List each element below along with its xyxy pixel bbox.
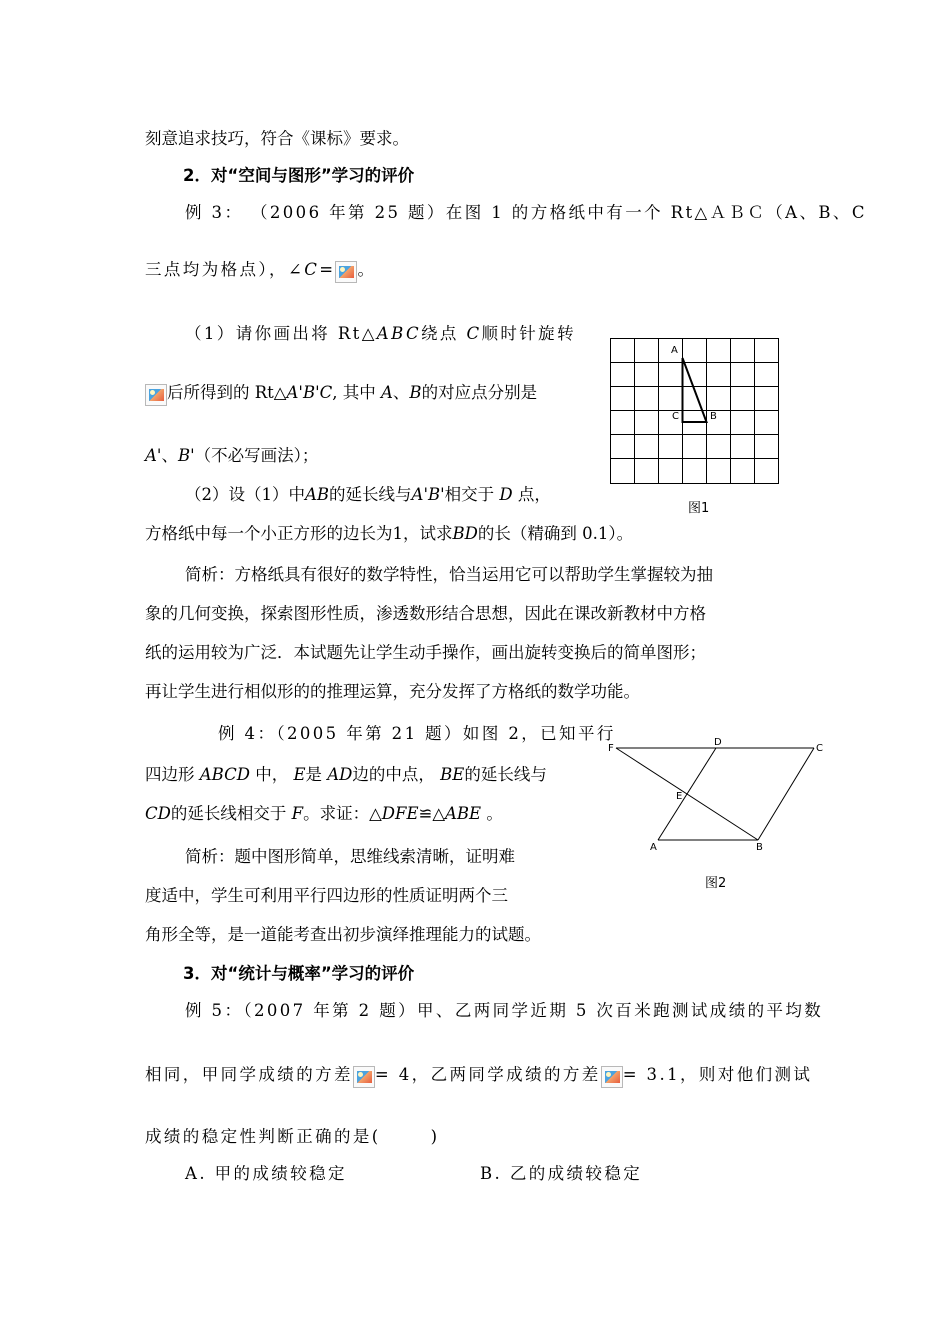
text: 的延长线与 [464, 765, 547, 784]
text: F [291, 804, 304, 823]
formula-image-icon [145, 384, 167, 406]
text: = 3.1，则对他们测试 [622, 1065, 813, 1084]
text: 方格纸中每一个小正方形的边长为1，试求 [145, 524, 453, 543]
text: E [293, 765, 306, 784]
example-3-line-2 [145, 258, 376, 283]
text: 、 [392, 383, 410, 402]
text: ABC [376, 324, 421, 343]
point-label-a: A [671, 345, 678, 356]
analysis-line: 纸的运用较为广泛．本试题先让学生动手操作，画出旋转变换后的简单图形； [145, 643, 706, 662]
point-label-c: C [816, 743, 823, 754]
option-b: B. 乙的成绩较稳定 [480, 1164, 643, 1183]
text: （2）设（1）中 [185, 485, 305, 504]
text: 中， [255, 765, 289, 784]
point-label-f: F [608, 743, 614, 754]
section-heading: 3．对“统计与概率”学习的评价 [183, 964, 415, 983]
text: 相同，甲同学成绩的方差 [145, 1065, 353, 1084]
text: B [409, 383, 422, 402]
example-3-part-1-line-3 [145, 444, 318, 468]
text: 三点均为格点），∠ [145, 260, 305, 279]
text: D [499, 485, 513, 504]
text: = 4，乙两同学成绩的方差 [374, 1065, 601, 1084]
text: 的对应点分别是 [421, 383, 538, 402]
section-heading: 2．对“空间与图形”学习的评价 [183, 166, 415, 185]
text: CD [145, 804, 171, 823]
figure-2-caption: 图2 [705, 876, 727, 891]
text: AD [327, 765, 353, 784]
text: C [304, 260, 320, 279]
formula-image-icon [353, 1066, 375, 1088]
text: 边的中点， [352, 765, 435, 784]
figure-1-grid [608, 336, 783, 496]
example-5-line-1: 例 5：（2007 年第 2 题）甲、乙两同学近期 5 次百米跑测试成绩的平均数 [185, 1001, 824, 1020]
text: 绕点 [420, 324, 459, 343]
text: （不必写画法）； [194, 446, 319, 465]
point-label-b: B [710, 411, 717, 422]
example-4-line-2 [145, 763, 547, 787]
text: 点， [512, 485, 551, 504]
analysis-line: 角形全等，是一道能考查出初步演绎推理能力的试题。 [145, 925, 541, 944]
text: , 其中 [332, 383, 376, 402]
point-label-a: A [650, 842, 657, 853]
text: 的延长线相交于 [170, 804, 287, 823]
example-4-line-1: 例 4：（2005 年第 21 题）如图 2，已知平行 [218, 724, 616, 743]
example-5-line-3 [145, 1125, 439, 1149]
text: B' [177, 446, 195, 465]
option-a: A. 甲的成绩较稳定 [185, 1164, 347, 1183]
figure-2-parallelogram [604, 734, 830, 854]
text: ABCD [199, 765, 250, 784]
text: AB [305, 485, 330, 504]
point-label-b: B [756, 842, 763, 853]
analysis-line: 度适中，学生可利用平行四边形的性质证明两个三 [145, 886, 508, 905]
text: BD [452, 524, 478, 543]
text: 四边形 [145, 765, 195, 784]
example-5-line-2 [145, 1063, 812, 1088]
text: 是 [305, 765, 322, 784]
text: 。求证：△ [303, 804, 382, 823]
text: A'B'C [286, 383, 333, 402]
text: 顺时针旋转 [481, 324, 576, 343]
example-3-part-2-line-1 [185, 483, 551, 507]
text: 、 [161, 446, 178, 465]
text: （1）请你画出将 Rt△ [185, 324, 377, 343]
text: C [466, 324, 482, 343]
text: 的长（精确到 0.1）。 [477, 524, 634, 543]
text: 。 [357, 260, 377, 279]
text: DFE [381, 804, 419, 823]
formula-image-icon [601, 1066, 623, 1088]
text: BE [440, 765, 465, 784]
text: 成绩的稳定性判断正确的是( [145, 1127, 381, 1146]
text: 相交于 [444, 485, 495, 504]
point-label-d: D [714, 737, 722, 748]
formula-image-icon [335, 261, 357, 283]
figure-1-caption: 图1 [688, 501, 710, 516]
text: ABE [445, 804, 482, 823]
analysis-line: 简析：方格纸具有很好的数学特性，恰当运用它可以帮助学生掌握较为抽 [185, 565, 713, 584]
text: ≌△ [418, 804, 446, 823]
text: = [319, 260, 336, 279]
point-label-c: C [672, 411, 679, 422]
example-4-line-3 [145, 802, 503, 826]
example-3-line-1: 例 3： （2006 年第 25 题）在图 1 的方格纸中有一个 Rt△ＡＢＣ（A、B、C [185, 203, 867, 222]
analysis-line: 象的几何变换，探索图形性质，渗透数形结合思想，因此在课改新教材中方格 [145, 604, 706, 623]
example-3-part-1-line-1 [185, 322, 576, 346]
text: A'B' [411, 485, 445, 504]
text: 的延长线与 [329, 485, 412, 504]
analysis-line: 简析：题中图形简单，思维线索清晰，证明难 [185, 847, 515, 866]
example-3-part-1-line-2 [145, 381, 537, 406]
example-3-part-2-line-2 [145, 522, 633, 546]
text: A' [145, 446, 162, 465]
point-label-e: E [676, 791, 683, 802]
text: ) [430, 1127, 440, 1146]
analysis-line: 再让学生进行相似形的的推理运算，充分发挥了方格纸的数学功能。 [145, 682, 640, 701]
paragraph-line: 刻意追求技巧，符合《课标》要求。 [145, 129, 409, 148]
text: 后所得到的 Rt△ [167, 383, 287, 402]
text: 。 [481, 804, 503, 823]
text: A [381, 383, 393, 402]
